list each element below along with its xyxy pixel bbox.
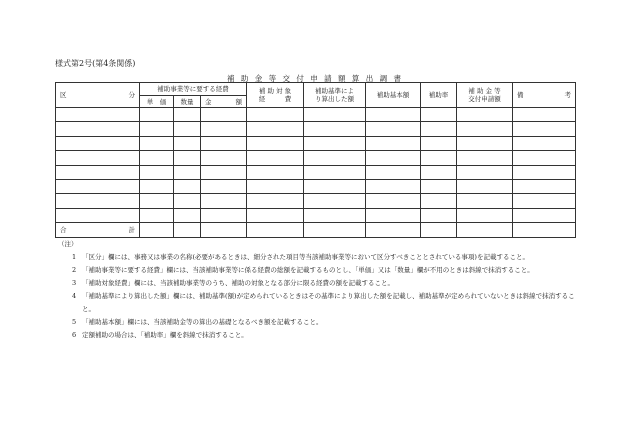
rate-header: 補助率	[421, 83, 457, 108]
note-item: 1 「区分」欄には、事務又は事業の名称(必要があるときは、細分された項目等当該補助事業等において区分すべきこととされている事項)を記載すること。	[72, 253, 529, 261]
remarks-header: 備 考	[513, 83, 576, 108]
note-item: 5 「補助基本額」欄には、当該補助金等の算出の基礎となるべき額を記載すること。	[72, 318, 323, 326]
document-title: 補 助 金 等 交 付 申 請 額 算 出 調 書	[226, 74, 404, 83]
base-amount-header: 補助基本額	[366, 83, 421, 108]
note-item: 4 「補助基準により算出した額」欄には、補助基準(額)が定められているときはその基準により算出した額を記載し、補助基準が定められていないときは斜線で抹消すること。	[72, 292, 575, 313]
amount-header: 金 額	[201, 96, 247, 108]
quantity-header: 数量	[174, 96, 201, 108]
table-row	[56, 122, 576, 136]
header-row-1	[56, 83, 576, 96]
notes-heading: （注）	[58, 240, 78, 248]
eligible-cost-header: 補 助 対 象 経 費	[247, 83, 304, 108]
grant-amount-header: 補 助 金 等 交付申請額	[457, 83, 513, 108]
calculation-table	[55, 82, 576, 238]
table-row	[56, 136, 576, 150]
project-cost-header: 補助事業等に要する経費	[140, 83, 247, 96]
table-row	[56, 108, 576, 122]
form-number: 様式第2号(第4条関係)	[55, 59, 136, 68]
total-label: 合 計	[56, 223, 140, 238]
note-item: 3 「補助対象経費」欄には、当該補助事業等のうち、補助の対象となる部分に限る経費の額を記載すること。	[72, 279, 394, 287]
table-row	[56, 179, 576, 193]
table-row	[56, 194, 576, 208]
note-item: 6 定額補助の場合は、「補助率」欄を斜線で抹消すること。	[72, 331, 248, 339]
notes-section	[58, 238, 578, 342]
total-row	[56, 223, 576, 238]
table-row	[56, 208, 576, 222]
category-header: 区 分	[56, 83, 140, 108]
unit-price-header: 単 価	[140, 96, 174, 108]
table-row	[56, 165, 576, 179]
table-row	[56, 151, 576, 165]
calculated-amount-header: 補助基準によ り算出した額	[304, 83, 366, 108]
note-item: 2 「補助事業等に要する経費」欄には、当該補助事業等に係る経費の総額を記載するものとし、「単価」又は「数量」欄が不用のときは斜線で抹消すること。	[72, 266, 534, 274]
